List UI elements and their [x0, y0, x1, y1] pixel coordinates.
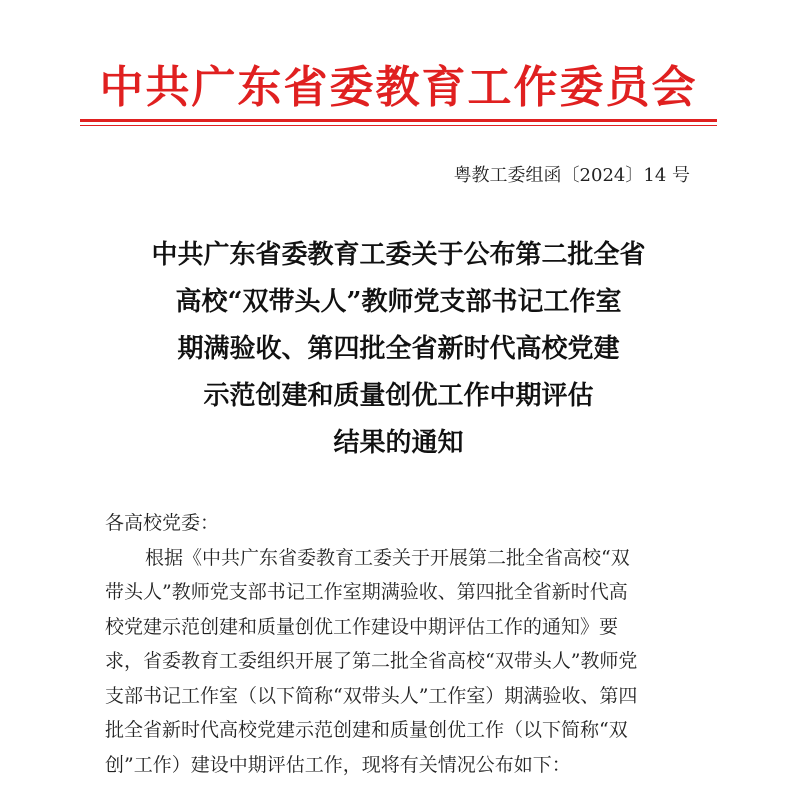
paragraph-line: 支部书记工作室（以下简称“双带头人”工作室）期满验收、第四: [105, 684, 638, 707]
paragraph-line: 带头人”教师党支部书记工作室期满验收、第四批全省新时代高: [105, 581, 628, 603]
paragraph-line: 批全省新时代高校党建示范创建和质量创优工作（以下简称“双: [105, 719, 628, 741]
title-line: 结果的通知: [333, 428, 464, 458]
masthead-red-rule-thin: [80, 125, 717, 126]
document-title: [0, 232, 797, 467]
salutation: 各高校党委：: [105, 512, 220, 534]
title-line: 高校“双带头人”教师党支部书记工作室: [175, 287, 622, 317]
masthead-red-rule-thick: [80, 119, 717, 122]
title-line: 中共广东省委教育工委关于公布第二批全省: [151, 240, 646, 270]
paragraph-line: 根据《中共广东省委教育工委关于开展第二批全省高校“双: [145, 546, 630, 569]
paragraph-line: 求，省委教育工委组织开展了第二批全省高校“双带头人”教师党: [105, 650, 638, 672]
paragraph-line: 创”工作）建设中期评估工作，现将有关情况公布如下：: [105, 753, 571, 776]
title-line: 期满验收、第四批全省新时代高校党建: [177, 334, 620, 364]
title-line: 示范创建和质量创优工作中期评估: [203, 381, 594, 411]
masthead-org-name: 中共广东省委教育工作委员会: [99, 62, 698, 113]
document-number: 粤教工委组函〔2024〕14 号: [453, 165, 690, 186]
paragraph-line: 校党建示范创建和质量创优工作建设中期评估工作的通知》要: [105, 615, 619, 638]
document-body: [105, 506, 705, 782]
